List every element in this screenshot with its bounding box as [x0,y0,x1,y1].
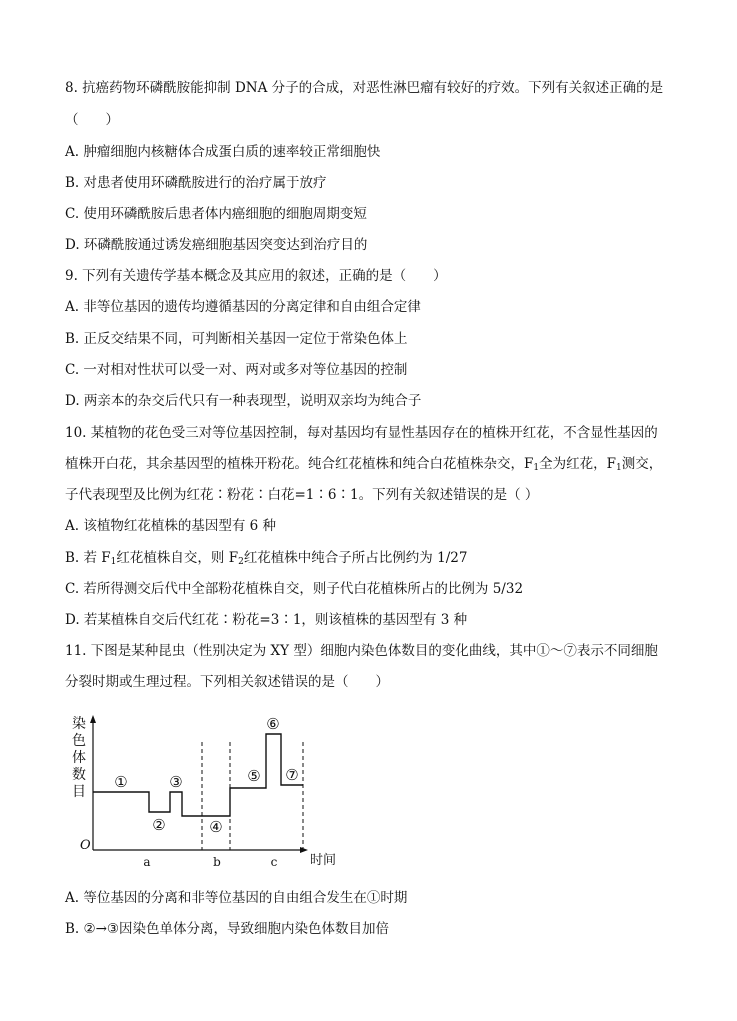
q9-option-a: A. 非等位基因的遗传均遵循基因的分离定律和自由组合定律 [65,299,421,315]
q8-option-a: A. 肿瘤细胞内核糖体合成蛋白质的速率较正常细胞快 [65,144,381,160]
segment-label-b: b [213,855,221,869]
q8-paren: （ ） [65,112,119,128]
stage-label-4: ④ [209,818,223,836]
segment-label-c: c [270,855,278,869]
q8-option-c: C. 使用环磷酰胺后患者体内癌细胞的细胞周期变短 [65,206,367,222]
origin-label: O [80,838,91,853]
q8-stem: 8. 抗癌药物环磷酰胺能抑制 DNA 分子的合成，对恶性淋巴瘤有较好的疗效。下列有关叙述正确的是 [65,80,664,96]
q11-option-a: A. 等位基因的分离和非等位基因的自由组合发生在①时期 [65,890,408,906]
segment-label-a: a [143,855,151,869]
q8-option-b: B. 对患者使用环磷酰胺进行的治疗属于放疗 [65,175,327,191]
stage-label-7: ⑦ [285,766,299,784]
chromosome-number-figure [72,712,342,870]
q9-stem: 9. 下列有关遗传学基本概念及其应用的叙述，正确的是（ ） [65,268,447,284]
y-axis-label-char: 染 [72,716,86,732]
stage-label-3: ③ [169,773,183,791]
q9-option-b: B. 正反交结果不同，可判断相关基因一定位于常染色体上 [65,331,408,347]
q10-stem-line1: 10. 某植物的花色受三对等位基因控制，每对基因均有显性基因存在的植株开红花，不含显性基因的 [65,425,658,441]
y-axis-label-char: 体 [72,750,86,766]
y-axis-label-char: 目 [72,784,86,800]
y-axis-label-char: 色 [72,733,86,749]
q9-option-d: D. 两亲本的杂交后代只有一种表现型，说明双亲均为纯合子 [65,393,422,409]
q11-stem-line1: 11. 下图是某种昆虫（性别决定为 XY 型）细胞内染色体数目的变化曲线，其中①～⑦表示不同细胞 [65,643,658,659]
q10-option-a: A. 该植物红花植株的基因型有 6 种 [65,518,277,534]
stage-label-1: ① [114,773,128,791]
x-axis-arrow-icon [300,847,308,853]
q10-option-d: D. 若某植株自交后代红花∶粉花=3∶1，则该植株的基因型有 3 种 [65,612,468,628]
q10-stem-line3: 子代表现型及比例为红花∶粉花∶白花=1∶6∶1。下列有关叙述错误的是（ ） [65,487,539,503]
y-axis-arrow-icon [90,715,96,723]
q11-option-b: B. ②→③因染色单体分离，导致细胞内染色体数目加倍 [65,921,390,937]
q10-stem-line2: 植株开白花，其余基因型的植株开粉花。纯合红花植株和纯合白花植株杂交，$F_1$全为红花，$F_1$测交， [65,456,663,473]
q8-option-d: D. 环磷酰胺通过诱发癌细胞基因突变达到治疗目的 [65,237,368,253]
stage-label-2: ② [152,816,166,834]
y-axis-label-char: 数 [72,767,86,783]
stage-label-5: ⑤ [247,767,261,785]
stage-label-6: ⑥ [266,715,280,733]
q11-stem-line2: 分裂时期或生理过程。下列相关叙述错误的是（ ） [65,674,389,690]
q10-option-b: B. 若 $F_1$红花植株自交，则 $F_2$红花植株中纯合子所占比例约为 1/27 [65,550,468,567]
q10-option-c: C. 若所得测交后代中全部粉花植株自交，则子代白花植株所占的比例为 5/32 [65,581,524,597]
q9-option-c: C. 一对相对性状可以受一对、两对或多对等位基因的控制 [65,362,408,378]
x-axis-label: 时间 [310,853,337,868]
